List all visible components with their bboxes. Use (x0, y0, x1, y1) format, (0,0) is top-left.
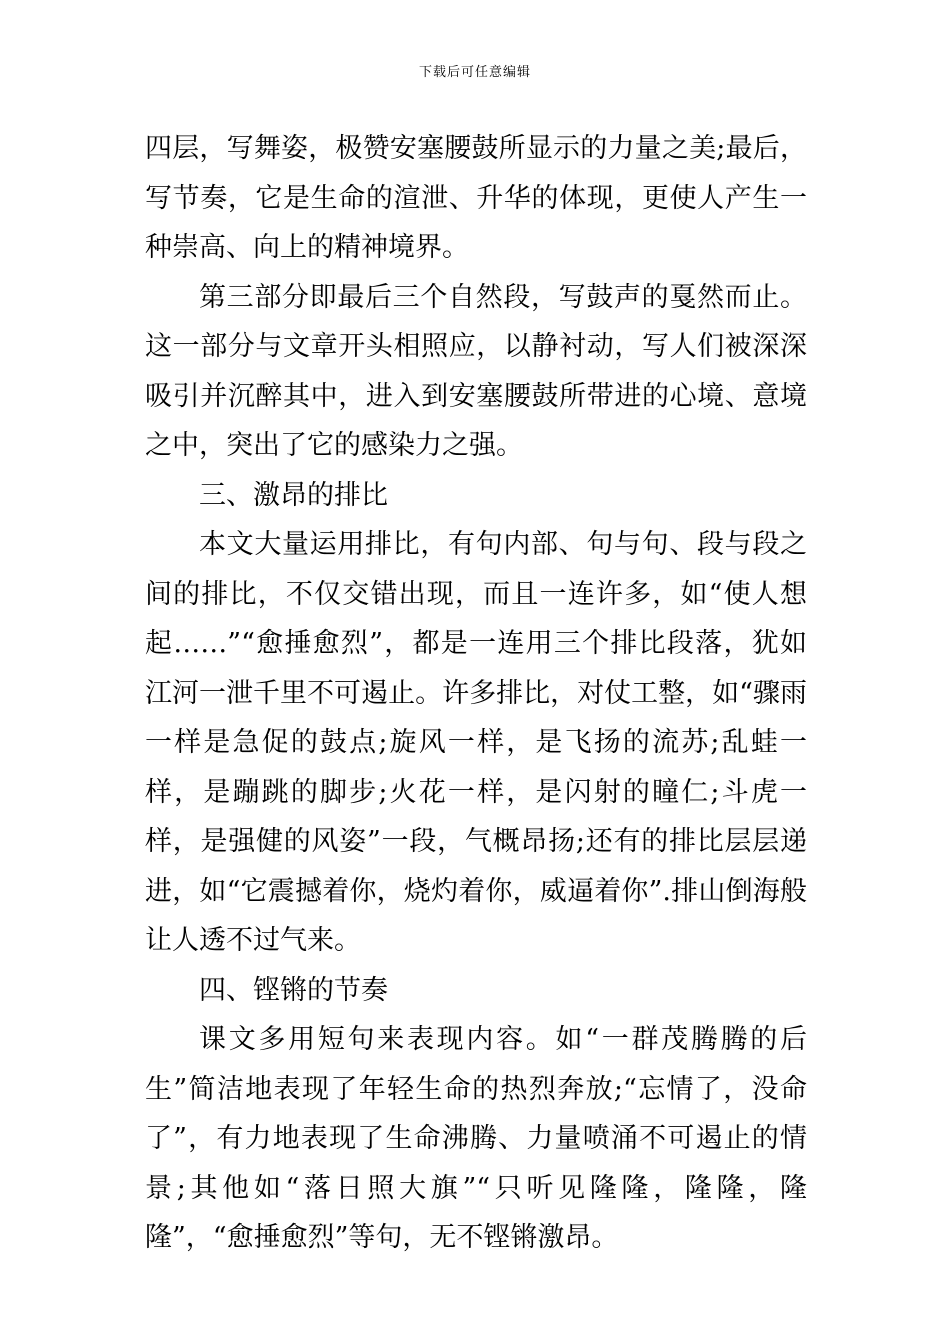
paragraph-parallelism: 本文大量运用排比，有句内部、句与句、段与段之间的排比，不仅交错出现，而且一连许多，如“使人想起……”“愈捶愈烈”，都是一连用三个排比段落，犹如江河一泄千里不可遏止。许多排比，对仗工整，如“骤雨一样是急促的鼓点;旋风一样，是飞扬的流苏;乱蛙一样，是蹦跳的脚步;火花一样，是闪射的瞳仁;斗虎一样，是强健的风姿”一段，气概昂扬;还有的排比层层递进，如“它震撼着你，烧灼着你，威逼着你”.排山倒海般让人透不过气来。 (145, 529, 807, 956)
document-body (145, 124, 807, 1263)
paragraph-continued: 四层，写舞姿，极赞安塞腰鼓所显示的力量之美;最后，写节奏，它是生命的渲泄、升华的体现，更使人产生一种崇高、向上的精神境界。 (145, 133, 807, 263)
section-heading-parallelism: 三、激昂的排比 (199, 479, 388, 511)
page-header: 下载后可任意编辑 (418, 65, 531, 80)
section-heading-rhythm: 四、铿锵的节奏 (199, 974, 388, 1006)
paragraph-part-three: 第三部分即最后三个自然段，写鼓声的戛然而止。这一部分与文章开头相照应，以静衬动，写人们被深深吸引并沉醉其中，进入到安塞腰鼓所带进的心境、意境之中，突出了它的感染力之强。 (145, 281, 807, 461)
paragraph-rhythm: 课文多用短句来表现内容。如“一群茂腾腾的后生”简洁地表现了年轻生命的热烈奔放;“忘情了，没命了”，有力地表现了生命沸腾、力量喷涌不可遏止的情景;其他如“落日照大旗”“只听见隆隆，隆隆，隆隆”，“愈捶愈烈”等句，无不铿锵激昂。 (145, 1024, 807, 1253)
